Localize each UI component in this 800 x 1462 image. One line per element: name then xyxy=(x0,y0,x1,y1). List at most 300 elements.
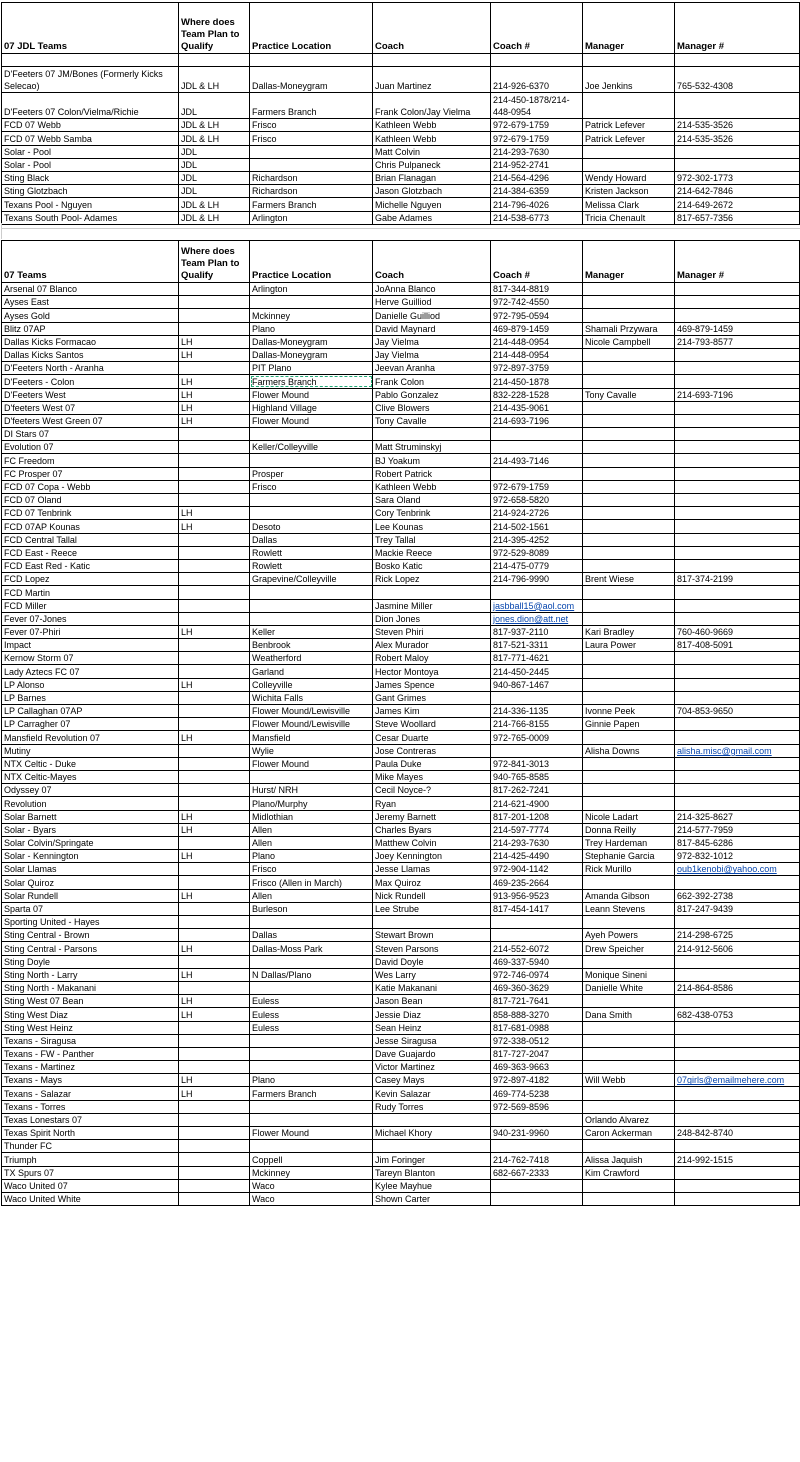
manager-cell: Kim Crawford xyxy=(583,1166,675,1179)
manager-cell: Wendy Howard xyxy=(583,171,675,184)
qualify-cell: LH xyxy=(179,388,250,401)
manager-phone-cell: 682-438-0753 xyxy=(675,1008,800,1021)
coach-cell: Michelle Nguyen xyxy=(373,198,491,211)
manager-phone-cell xyxy=(675,428,800,441)
manager-phone-cell xyxy=(675,309,800,322)
practice-location-cell xyxy=(250,158,373,171)
manager-phone-cell xyxy=(675,559,800,572)
coach-phone-cell: 214-564-4296 xyxy=(491,171,583,184)
table-row xyxy=(2,744,800,757)
manager-cell xyxy=(583,467,675,480)
practice-location-cell: Allen xyxy=(250,889,373,902)
coach-cell xyxy=(373,1113,491,1126)
table-row xyxy=(2,652,800,665)
practice-location-cell xyxy=(250,1113,373,1126)
manager-cell xyxy=(583,955,675,968)
coach-phone-cell: 972-904-1142 xyxy=(491,863,583,876)
practice-location-cell: Wylie xyxy=(250,744,373,757)
practice-location-cell: Colleyville xyxy=(250,678,373,691)
header-coach: Coach xyxy=(373,3,491,54)
coach-phone-cell: 817-454-1417 xyxy=(491,902,583,915)
coach-cell: Robert Maloy xyxy=(373,652,491,665)
jdl-table-body xyxy=(2,54,800,225)
manager-cell xyxy=(583,1047,675,1060)
practice-location-cell: Euless xyxy=(250,1008,373,1021)
team-cell: Lady Aztecs FC 07 xyxy=(2,665,179,678)
coach-phone-cell: 469-879-1459 xyxy=(491,322,583,335)
coach-phone-cell: 214-435-9061 xyxy=(491,401,583,414)
coach-cell: Charles Byars xyxy=(373,823,491,836)
coach-phone-cell: 214-450-2445 xyxy=(491,665,583,678)
manager-cell xyxy=(583,296,675,309)
coach-phone-cell xyxy=(491,1140,583,1153)
manager-cell xyxy=(583,480,675,493)
coach-cell: Michael Khory xyxy=(373,1127,491,1140)
qualify-cell: LH xyxy=(179,810,250,823)
manager-phone-cell xyxy=(675,691,800,704)
qualify-cell xyxy=(179,929,250,942)
practice-location-cell: Keller xyxy=(250,625,373,638)
team-cell: D'Feeters 07 JM/Bones (Formerly Kicks Selecao) xyxy=(2,67,179,93)
manager-cell: Leann Stevens xyxy=(583,902,675,915)
coach-phone-cell xyxy=(491,467,583,480)
coach-cell xyxy=(373,916,491,929)
coach-phone-cell: 913-956-9523 xyxy=(491,889,583,902)
coach-cell xyxy=(373,1140,491,1153)
coach-phone-cell: 817-771-4621 xyxy=(491,652,583,665)
coach-cell: Jay Vielma xyxy=(373,348,491,361)
practice-location-cell: Allen xyxy=(250,823,373,836)
table-row xyxy=(2,348,800,361)
manager-phone-cell xyxy=(675,1061,800,1074)
header-coach-phone: Coach # xyxy=(491,3,583,54)
teams-table xyxy=(1,240,800,1206)
table-row xyxy=(2,625,800,638)
table-row xyxy=(2,586,800,599)
manager-cell xyxy=(583,546,675,559)
practice-location-cell: Highland Village xyxy=(250,401,373,414)
qualify-cell: LH xyxy=(179,414,250,427)
coach-cell: Cory Tenbrink xyxy=(373,507,491,520)
coach-cell: BJ Yoakum xyxy=(373,454,491,467)
table-row xyxy=(2,1021,800,1034)
manager-cell: Shamali Przywara xyxy=(583,322,675,335)
coach-cell: Kathleen Webb xyxy=(373,132,491,145)
team-cell: Sting Central - Parsons xyxy=(2,942,179,955)
practice-location-cell xyxy=(250,599,373,612)
manager-cell: Rick Murillo xyxy=(583,863,675,876)
coach-phone-cell: 214-924-2726 xyxy=(491,507,583,520)
qualify-cell xyxy=(179,296,250,309)
qualify-cell xyxy=(179,494,250,507)
coach-phone-cell: 214-796-9990 xyxy=(491,573,583,586)
team-cell: Sparta 07 xyxy=(2,902,179,915)
spacer-cell xyxy=(179,54,250,67)
team-cell: FCD Miller xyxy=(2,599,179,612)
team-cell: Sting Doyle xyxy=(2,955,179,968)
practice-location-cell xyxy=(250,586,373,599)
manager-cell xyxy=(583,1140,675,1153)
table-row xyxy=(2,942,800,955)
table-row xyxy=(2,546,800,559)
table-row xyxy=(2,876,800,889)
manager-phone-cell xyxy=(675,414,800,427)
practice-location-cell: Flower Mound/Lewisville xyxy=(250,705,373,718)
manager-phone-cell: 817-845-6286 xyxy=(675,836,800,849)
email-link[interactable]: oub1kenobi@yahoo.com xyxy=(677,864,777,875)
spacer-row xyxy=(2,54,800,67)
manager-phone-cell xyxy=(675,93,800,119)
table-row xyxy=(2,718,800,731)
manager-phone-cell: 214-642-7846 xyxy=(675,185,800,198)
coach-cell: James Spence xyxy=(373,678,491,691)
manager-cell xyxy=(583,454,675,467)
manager-cell: Kari Bradley xyxy=(583,625,675,638)
coach-phone-cell: 972-742-4550 xyxy=(491,296,583,309)
practice-location-cell: Flower Mound xyxy=(250,757,373,770)
manager-cell xyxy=(583,1100,675,1113)
manager-phone-cell: 972-832-1012 xyxy=(675,850,800,863)
manager-cell xyxy=(583,757,675,770)
table-row xyxy=(2,863,800,876)
practice-location-cell: Midlothian xyxy=(250,810,373,823)
coach-cell: Kevin Salazar xyxy=(373,1087,491,1100)
practice-location-cell xyxy=(250,454,373,467)
coach-cell: Victor Martinez xyxy=(373,1061,491,1074)
coach-phone-cell: 972-765-0009 xyxy=(491,731,583,744)
coach-cell: Mike Mayes xyxy=(373,770,491,783)
practice-location-cell: Rowlett xyxy=(250,559,373,572)
practice-location-cell: Frisco (Allen in March) xyxy=(250,876,373,889)
table-row xyxy=(2,1113,800,1126)
manager-phone-cell xyxy=(675,731,800,744)
qualify-cell xyxy=(179,691,250,704)
coach-cell: Tareyn Blanton xyxy=(373,1166,491,1179)
qualify-cell xyxy=(179,533,250,546)
coach-cell: Herve Guilliod xyxy=(373,296,491,309)
table-row xyxy=(2,335,800,348)
coach-cell: Lee Strube xyxy=(373,902,491,915)
coach-cell: Dave Guajardo xyxy=(373,1047,491,1060)
coach-phone-cell: 832-228-1528 xyxy=(491,388,583,401)
coach-phone-cell: 972-679-1759 xyxy=(491,119,583,132)
manager-cell: Patrick Lefever xyxy=(583,132,675,145)
practice-location-cell: Richardson xyxy=(250,185,373,198)
qualify-cell: LH xyxy=(179,889,250,902)
qualify-cell xyxy=(179,573,250,586)
team-cell: FCD East Red - Katic xyxy=(2,559,179,572)
manager-cell: Brent Wiese xyxy=(583,573,675,586)
practice-location-cell: Garland xyxy=(250,665,373,678)
header-manager-phone: Manager # xyxy=(675,3,800,54)
qualify-cell: LH xyxy=(179,968,250,981)
coach-cell: Clive Blowers xyxy=(373,401,491,414)
manager-cell xyxy=(583,401,675,414)
manager-cell: Tricia Chenault xyxy=(583,211,675,224)
header-qualify: Where does Team Plan to Qualify xyxy=(179,3,250,54)
qualify-cell xyxy=(179,546,250,559)
table-row xyxy=(2,1179,800,1192)
coach-cell: Frank Colon/Jay Vielma xyxy=(373,93,491,119)
practice-location-cell xyxy=(250,296,373,309)
qualify-cell xyxy=(179,1140,250,1153)
coach-cell: Pablo Gonzalez xyxy=(373,388,491,401)
team-cell: D'feeters West Green 07 xyxy=(2,414,179,427)
qualify-cell: JDL & LH xyxy=(179,211,250,224)
coach-cell: Alex Murador xyxy=(373,639,491,652)
practice-location-cell: Plano xyxy=(250,322,373,335)
team-cell: Solar Llamas xyxy=(2,863,179,876)
table-row xyxy=(2,797,800,810)
manager-cell xyxy=(583,995,675,1008)
coach-phone-cell xyxy=(491,1192,583,1205)
coach-phone-cell: 469-337-5940 xyxy=(491,955,583,968)
qualify-cell: LH xyxy=(179,1074,250,1087)
manager-phone-cell xyxy=(675,744,800,757)
table-row xyxy=(2,929,800,942)
qualify-cell: LH xyxy=(179,1087,250,1100)
team-cell: Texans - Mays xyxy=(2,1074,179,1087)
team-cell: Solar - Pool xyxy=(2,145,179,158)
team-cell: Revolution xyxy=(2,797,179,810)
practice-location-cell: Dallas xyxy=(250,929,373,942)
table-row xyxy=(2,1074,800,1087)
manager-phone-cell xyxy=(675,1166,800,1179)
manager-phone-cell xyxy=(675,467,800,480)
practice-location-cell: Keller/Colleyville xyxy=(250,441,373,454)
manager-phone-cell xyxy=(675,533,800,546)
coach-phone-cell: 817-201-1208 xyxy=(491,810,583,823)
manager-cell xyxy=(583,1087,675,1100)
email-link[interactable]: alisha.misc@gmail.com xyxy=(677,745,772,756)
manager-cell xyxy=(583,876,675,889)
manager-cell: Caron Ackerman xyxy=(583,1127,675,1140)
qualify-cell xyxy=(179,981,250,994)
manager-phone-cell: 214-864-8586 xyxy=(675,981,800,994)
team-cell: Texans Pool - Nguyen xyxy=(2,198,179,211)
team-cell: LP Callaghan 07AP xyxy=(2,705,179,718)
team-cell: Odyssey 07 xyxy=(2,784,179,797)
manager-cell xyxy=(583,599,675,612)
manager-cell xyxy=(583,375,675,388)
practice-location-cell xyxy=(250,1140,373,1153)
team-cell: Texas Spirit North xyxy=(2,1127,179,1140)
qualify-cell: LH xyxy=(179,678,250,691)
qualify-cell xyxy=(179,599,250,612)
manager-phone-cell xyxy=(675,612,800,625)
email-link[interactable]: 07girls@emailmehere.com xyxy=(677,1075,785,1086)
spacer-cell xyxy=(2,54,179,67)
coach-phone-cell: 469-360-3629 xyxy=(491,981,583,994)
qualify-cell xyxy=(179,454,250,467)
team-cell: Dallas Kicks Santos xyxy=(2,348,179,361)
qualify-cell xyxy=(179,863,250,876)
team-cell: Solar - Byars xyxy=(2,823,179,836)
table-row xyxy=(2,955,800,968)
table-row xyxy=(2,388,800,401)
manager-cell xyxy=(583,507,675,520)
team-cell: Solar Quiroz xyxy=(2,876,179,889)
practice-location-cell: Farmers Branch xyxy=(250,198,373,211)
practice-location-cell: Dallas-Moneygram xyxy=(250,335,373,348)
manager-phone-cell xyxy=(675,1034,800,1047)
coach-phone-cell: 469-363-9663 xyxy=(491,1061,583,1074)
team-cell: Texans - Martinez xyxy=(2,1061,179,1074)
manager-phone-cell xyxy=(675,652,800,665)
coach-cell: Jeevan Aranha xyxy=(373,362,491,375)
qualify-cell: LH xyxy=(179,520,250,533)
team-cell: Fever 07-Phiri xyxy=(2,625,179,638)
qualify-cell: JDL xyxy=(179,171,250,184)
manager-phone-cell xyxy=(675,1179,800,1192)
manager-phone-cell: 214-693-7196 xyxy=(675,388,800,401)
table-row xyxy=(2,599,800,612)
team-cell: FCD Martin xyxy=(2,586,179,599)
manager-cell: Drew Speicher xyxy=(583,942,675,955)
qualify-cell: LH xyxy=(179,507,250,520)
team-cell: D'Feeters West xyxy=(2,388,179,401)
team-cell: Evolution 07 xyxy=(2,441,179,454)
practice-location-cell: Flower Mound/Lewisville xyxy=(250,718,373,731)
coach-phone-cell: 214-293-7630 xyxy=(491,836,583,849)
manager-phone-cell: 214-535-3526 xyxy=(675,119,800,132)
team-cell: Solar Colvin/Springate xyxy=(2,836,179,849)
manager-cell xyxy=(583,1061,675,1074)
manager-phone-cell xyxy=(675,145,800,158)
qualify-cell xyxy=(179,1179,250,1192)
table-row xyxy=(2,145,800,158)
team-cell: TX Spurs 07 xyxy=(2,1166,179,1179)
qualify-cell xyxy=(179,797,250,810)
team-cell: Solar - Kennington xyxy=(2,850,179,863)
manager-phone-cell xyxy=(675,507,800,520)
team-cell: Sting West 07 Bean xyxy=(2,995,179,1008)
header-team: 07 JDL Teams xyxy=(2,3,179,54)
coach-cell: Matthew Colvin xyxy=(373,836,491,849)
manager-cell: Ivonne Peek xyxy=(583,705,675,718)
coach-cell: Rick Lopez xyxy=(373,573,491,586)
team-cell: Waco United White xyxy=(2,1192,179,1205)
practice-location-cell: Euless xyxy=(250,1021,373,1034)
team-cell: FCD 07 Webb Samba xyxy=(2,132,179,145)
table-row xyxy=(2,902,800,915)
table-row xyxy=(2,784,800,797)
practice-location-cell: Farmers Branch xyxy=(250,375,373,388)
practice-location-cell xyxy=(250,1100,373,1113)
team-cell: D'feeters West 07 xyxy=(2,401,179,414)
practice-location-cell: Rowlett xyxy=(250,546,373,559)
manager-cell: Alissa Jaquish xyxy=(583,1153,675,1166)
coach-phone-cell xyxy=(491,691,583,704)
practice-location-cell: Euless xyxy=(250,995,373,1008)
coach-cell: Kathleen Webb xyxy=(373,119,491,132)
table-row xyxy=(2,1008,800,1021)
manager-cell xyxy=(583,797,675,810)
table-row xyxy=(2,639,800,652)
email-link[interactable]: jasbball15@aol.com xyxy=(493,600,575,611)
practice-location-cell: Farmers Branch xyxy=(250,93,373,119)
coach-phone-cell: 972-795-0594 xyxy=(491,309,583,322)
team-cell: Texans South Pool- Adames xyxy=(2,211,179,224)
coach-phone-cell: 214-395-4252 xyxy=(491,533,583,546)
coach-phone-cell xyxy=(491,916,583,929)
manager-phone-cell xyxy=(675,546,800,559)
manager-phone-cell: 248-842-8740 xyxy=(675,1127,800,1140)
coach-cell: Sean Heinz xyxy=(373,1021,491,1034)
table-row xyxy=(2,770,800,783)
team-cell: FCD Lopez xyxy=(2,573,179,586)
qualify-cell xyxy=(179,1166,250,1179)
coach-cell: Brian Flanagan xyxy=(373,171,491,184)
manager-phone-cell xyxy=(675,1087,800,1100)
qualify-cell xyxy=(179,1153,250,1166)
spacer-cell xyxy=(250,54,373,67)
table-row xyxy=(2,132,800,145)
coach-cell: Gabe Adames xyxy=(373,211,491,224)
table-row xyxy=(2,665,800,678)
coach-cell: Dion Jones xyxy=(373,612,491,625)
qualify-cell xyxy=(179,559,250,572)
team-cell: Ayses East xyxy=(2,296,179,309)
coach-cell: Rudy Torres xyxy=(373,1100,491,1113)
table-row xyxy=(2,1047,800,1060)
manager-phone-cell xyxy=(675,916,800,929)
qualify-cell xyxy=(179,480,250,493)
table-row xyxy=(2,428,800,441)
coach-phone-cell: 214-448-0954 xyxy=(491,348,583,361)
coach-cell: Shown Carter xyxy=(373,1192,491,1205)
manager-cell: Melissa Clark xyxy=(583,198,675,211)
manager-cell xyxy=(583,428,675,441)
manager-phone-cell: 469-879-1459 xyxy=(675,322,800,335)
coach-cell: Matt Struminskyj xyxy=(373,441,491,454)
practice-location-cell xyxy=(250,770,373,783)
manager-phone-cell xyxy=(675,1021,800,1034)
table-row xyxy=(2,757,800,770)
table-row xyxy=(2,441,800,454)
manager-phone-cell xyxy=(675,1074,800,1087)
team-cell: Texans - Salazar xyxy=(2,1087,179,1100)
table-row xyxy=(2,322,800,335)
manager-phone-cell xyxy=(675,863,800,876)
manager-cell: Alisha Downs xyxy=(583,744,675,757)
manager-phone-cell xyxy=(675,718,800,731)
manager-cell xyxy=(583,309,675,322)
manager-phone-cell: 817-408-5091 xyxy=(675,639,800,652)
manager-cell xyxy=(583,678,675,691)
qualify-cell: LH xyxy=(179,823,250,836)
manager-phone-cell xyxy=(675,1192,800,1205)
qualify-cell xyxy=(179,309,250,322)
manager-cell xyxy=(583,494,675,507)
manager-phone-cell xyxy=(675,770,800,783)
coach-phone-cell: 817-727-2047 xyxy=(491,1047,583,1060)
coach-phone-cell: 214-766-8155 xyxy=(491,718,583,731)
practice-location-cell: Allen xyxy=(250,836,373,849)
manager-cell: Will Webb xyxy=(583,1074,675,1087)
manager-cell xyxy=(583,414,675,427)
coach-phone-cell: 940-231-9960 xyxy=(491,1127,583,1140)
manager-cell xyxy=(583,612,675,625)
coach-phone-cell: 940-765-8585 xyxy=(491,770,583,783)
manager-phone-cell: 214-912-5606 xyxy=(675,942,800,955)
email-link[interactable]: jones.dion@att.net xyxy=(493,613,569,624)
qualify-cell xyxy=(179,784,250,797)
team-cell: LP Barnes xyxy=(2,691,179,704)
practice-location-cell xyxy=(250,494,373,507)
practice-location-cell: Prosper xyxy=(250,467,373,480)
manager-phone-cell xyxy=(675,296,800,309)
